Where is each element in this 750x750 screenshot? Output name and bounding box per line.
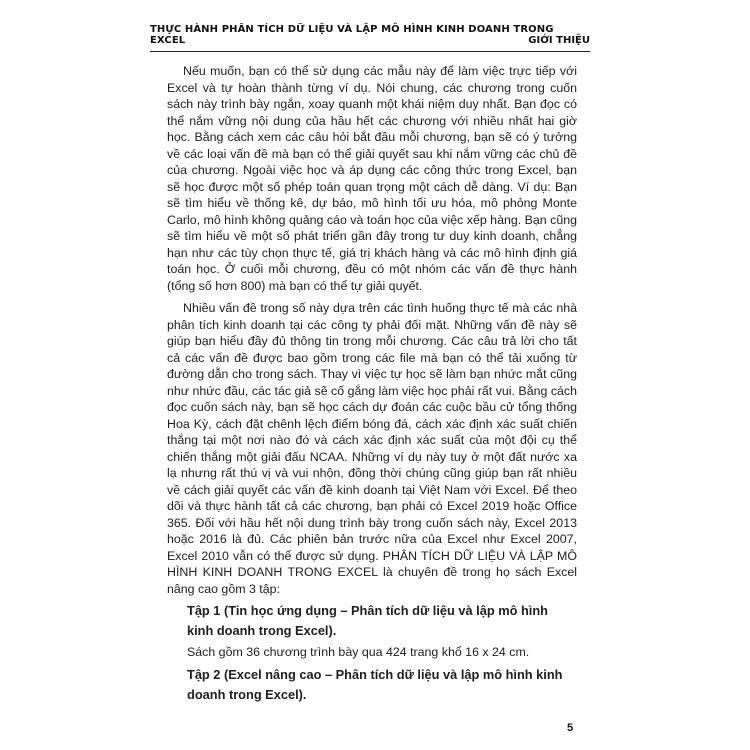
volume-1-title: Tập 1 (Tin học ứng dụng – Phân tích dữ liệu và lập mô hình kinh doanh trong Excel). <box>187 603 548 638</box>
paragraph-2: Nhiều vấn đề trong số này dựa trên các tình huống thực tế mà các nhà phân tích kinh doanh tại các công ty phải đối mặt. Những vấn đề này sẽ giúp bạn hiểu đầy đủ thông tin trong mỗi chương. Các câu trả lời cho tất cả các vấn đề được bao gồm trong các file mà bạn có thể tải xuống từ đường dẫn cho trong sách. Thay vì việc tự học sẽ làm bạn nhức mắt cũng như nhức đầu, các tác giả sẽ cố gắng làm việc học phải rất vui. Bằng cách đọc cuốn sách này, bạn sẽ học cách dự đoán các cuộc bầu cử tổng thống Hoa Kỳ, cách đặt chênh lệch điểm bóng đá, cách xác định xác suất chiến thắng tại một nơi nào đó và cách xác định xác suất của một đội cụ thể chiến thắng một giải đấu NCAA. Những ví dụ này tuy ở một đất nước xa lạ nhưng rất thú vị và vui nhộn, đồng thời chúng cũng giúp bạn rất nhiều về cách giải quyết các vấn đề kinh doanh tại Việt Nam với Excel. Để theo dõi và thực hành tất cả các chương, bạn phải có Excel 2019 hoặc Office 365. Đối với hầu hết nội dung trình bày trong cuốn sách này, Excel 2013 hoặc 2016 là đủ. Các phiên bản trước nữa của Excel như Excel 2007, Excel 2010 vẫn có thể được sử dụng. PHÂN TÍCH DỮ LIỆU VÀ LẬP MÔ HÌNH KINH DOANH TRONG EXCEL là chuyên đề trong họ sách Excel nâng cao gồm 3 tập: <box>167 301 577 596</box>
running-header-title: THỰC HÀNH PHÂN TÍCH DỮ LIỆU VÀ LẬP MÔ HÌNH KINH DOANH TRONG EXCEL <box>150 24 554 46</box>
paragraph-1: Nếu muốn, bạn có thể sử dụng các mẫu này để làm việc trực tiếp với Excel và tự hoàn thành từng ví dụ. Nói chung, các chương trong cuốn sách này trình bày ngắn, xoay quanh một khái niệm duy nhất. Bạn đọc có thể nắm vững nội dung của hầu hết các chương với nhiều nhất hai giờ học. Bằng cách xem các câu hỏi bắt đầu mỗi chương, bạn sẽ có ý tưởng về các loại vấn đề mà bạn có thể giải quyết sau khi nắm vững các chủ đề của chương. Ngoài việc học và áp dụng các công thức trong Excel, bạn sẽ học được một số phép toán quan trọng một cách dễ dàng. Ví dụ: Bạn sẽ tìm hiểu về thống kê, dự báo, mô hình tối ưu hóa, mô phỏng Monte Carlo, mô hình không quảng cáo và toán học của việc xếp hàng. Bạn cũng sẽ tìm hiểu về một số phát triển gần đây trong tư duy kinh doanh, chẳng hạn như các tùy chọn thực tế, giá trị khách hàng và các mô hình định giá toán học. Ở cuối mỗi chương, đều có một nhóm các vấn đề thực hành (tổng số hơn 800) mà bạn có thể tự giải quyết. <box>167 64 577 293</box>
running-header <box>150 24 590 52</box>
volume-2-title: Tập 2 (Excel nâng cao – Phân tích dữ liệu và lập mô hình kinh doanh trong Excel). <box>187 666 563 702</box>
body-text <box>167 63 577 705</box>
page-number: 5 <box>567 722 574 734</box>
running-header-section: GIỚI THIỆU <box>528 35 590 46</box>
volume-1-description: Sách gồm 36 chương trình bày qua 424 trang khổ 16 x 24 cm. <box>187 645 530 659</box>
